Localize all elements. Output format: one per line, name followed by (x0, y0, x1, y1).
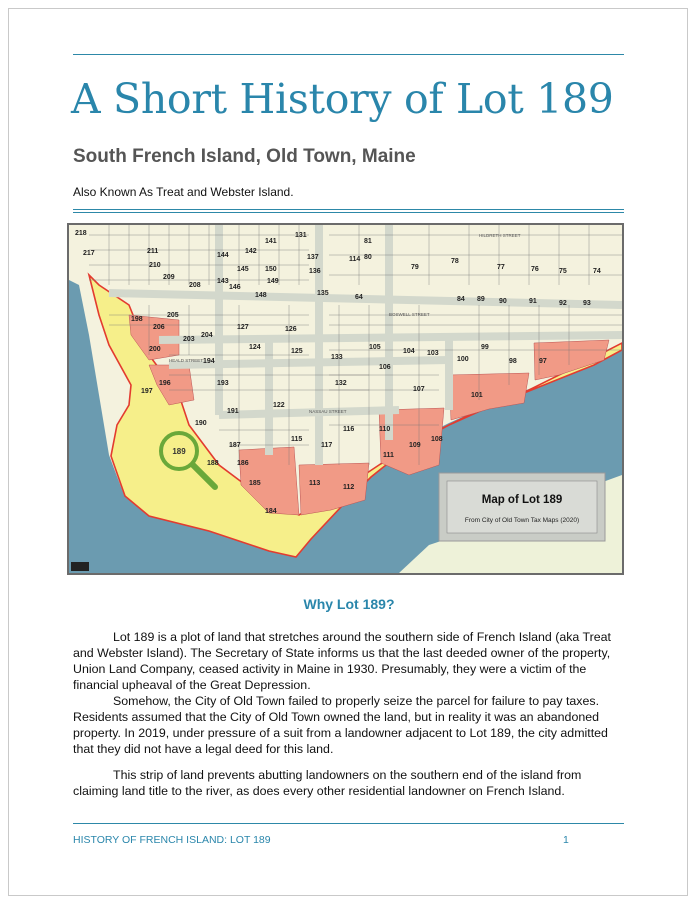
lot-number: 101 (471, 392, 483, 399)
page-title: A Short History of Lot 189 (71, 75, 614, 123)
street-label: HILDRETH STREET (479, 233, 521, 238)
lot-number: 97 (539, 358, 547, 365)
lot-number: 186 (237, 460, 249, 467)
lot-number: 198 (131, 316, 143, 323)
paragraph-1: Lot 189 is a plot of land that stretches around the southern side of French Island (aka Treat and Webster Island). The Secretary of State informs us that the last deeded owner of the property, Union Land Company, ceased activity in Maine in 1930. Presumably, they were a victim of the financial upheaval of the Great Depression. (73, 630, 611, 692)
lot-number: 115 (291, 436, 303, 443)
lot-number: 133 (331, 354, 343, 361)
lot-number: 74 (593, 268, 601, 275)
lot-number: 92 (559, 300, 567, 307)
lot-number: 197 (141, 388, 153, 395)
lot-number: 146 (229, 284, 241, 291)
lot-number: 184 (265, 508, 277, 515)
lot-number: 190 (195, 420, 207, 427)
lot-number: 104 (403, 348, 415, 355)
street-label: HEALD STREET (169, 358, 204, 363)
lot-number: 64 (355, 294, 363, 301)
lot-number: 75 (559, 268, 567, 275)
lot-number: 217 (83, 250, 95, 257)
footer-title: HISTORY OF FRENCH ISLAND: LOT 189 (73, 834, 271, 846)
lot-number: 204 (201, 332, 213, 339)
lot-number: 218 (75, 230, 87, 237)
lot-number: 89 (477, 296, 485, 303)
lot-number: 188 (207, 460, 219, 467)
header-rule (73, 54, 624, 55)
lot-number: 136 (309, 268, 321, 275)
lot-number: 93 (583, 300, 591, 307)
page-subtitle: South French Island, Old Town, Maine (73, 146, 416, 167)
lot-number: 79 (411, 264, 419, 271)
lot-number: 103 (427, 350, 439, 357)
lot-number: 142 (245, 248, 257, 255)
lot-number: 141 (265, 238, 277, 245)
document-page (8, 8, 688, 896)
lot-number: 126 (285, 326, 297, 333)
lot-number: 91 (529, 298, 537, 305)
lot-number: 200 (149, 346, 161, 353)
lot-number: 98 (509, 358, 517, 365)
lot-number: 143 (217, 278, 229, 285)
lot-number: 132 (335, 380, 347, 387)
map-figure (67, 223, 624, 575)
lot-number: 114 (349, 256, 361, 263)
lot-number: 109 (409, 442, 421, 449)
lot-number: 81 (364, 238, 372, 245)
lot-number: 78 (451, 258, 459, 265)
map-scale-block (71, 562, 89, 571)
lot-number: 105 (369, 344, 381, 351)
lot-number: 206 (153, 324, 165, 331)
lot-number: 144 (217, 252, 229, 259)
lot-number: 145 (237, 266, 249, 273)
lot-number: 137 (307, 254, 319, 261)
lot-number: 113 (309, 480, 321, 487)
lot-number: 148 (255, 292, 267, 299)
lot-number: 194 (203, 358, 215, 365)
page-number: 1 (563, 834, 569, 846)
lot-number: 90 (499, 298, 507, 305)
paragraph-2: Somehow, the City of Old Town failed to properly seize the parcel for failure to pay taxes. Residents assumed that the City of Old Town owned the land, but in reality it was an abandoned property. In 2019, under pressure of a suit from a landowner adjacent to Lot 189, the city admitted that they did not have a legal deed for this land. (73, 694, 608, 756)
lot-number: 127 (237, 324, 249, 331)
street-label: BOSWELL STREET (389, 312, 430, 317)
lot-number: 110 (379, 426, 391, 433)
lot-number: 135 (317, 290, 329, 297)
lot-number: 99 (481, 344, 489, 351)
lot-number: 111 (383, 452, 394, 459)
also-known-as: Also Known As Treat and Webster Island. (73, 185, 294, 199)
lot-number: 210 (149, 262, 161, 269)
lot-number: 185 (249, 480, 261, 487)
lot-number: 196 (159, 380, 171, 387)
paragraph-3: This strip of land prevents abutting landowners on the southern end of the island from claiming land title to the river, as does every other residential landowner on French Island. (73, 768, 582, 798)
lot-number: 149 (267, 278, 279, 285)
lot-number: 122 (273, 402, 285, 409)
lot-number: 76 (531, 266, 539, 273)
lot-number: 131 (295, 232, 307, 239)
title-rule (73, 209, 624, 213)
lot-number: 191 (227, 408, 239, 415)
lot-number: 209 (163, 274, 175, 281)
lot-map (69, 225, 622, 573)
lot-number: 124 (249, 344, 261, 351)
lot-number: 208 (189, 282, 201, 289)
lot-number: 77 (497, 264, 505, 271)
lot-number: 80 (364, 254, 372, 261)
legend-inner (447, 481, 597, 533)
legend-source: From City of Old Town Tax Maps (2020) (464, 517, 580, 524)
lot-189-label: 189 (172, 447, 186, 456)
lot-number: 107 (413, 386, 425, 393)
lot-number: 116 (343, 426, 355, 433)
legend-title: Map of Lot 189 (481, 494, 563, 506)
lot-number: 112 (343, 484, 355, 491)
lot-number: 205 (167, 312, 179, 319)
lot-number: 106 (379, 364, 391, 371)
lot-number: 187 (229, 442, 241, 449)
lot-number: 84 (457, 296, 465, 303)
street-label: NASSAU STREET (309, 409, 347, 414)
lot-number: 108 (431, 436, 443, 443)
lot-number: 125 (291, 348, 303, 355)
lot-number: 211 (147, 248, 159, 255)
lot-number: 203 (183, 336, 195, 343)
lot-number: 150 (265, 266, 277, 273)
lot-number: 117 (321, 442, 333, 449)
section-heading: Why Lot 189? (303, 596, 395, 612)
lot-number: 193 (217, 380, 229, 387)
map-legend (439, 473, 605, 541)
lot-number: 100 (457, 356, 469, 363)
footer-rule (73, 823, 624, 824)
